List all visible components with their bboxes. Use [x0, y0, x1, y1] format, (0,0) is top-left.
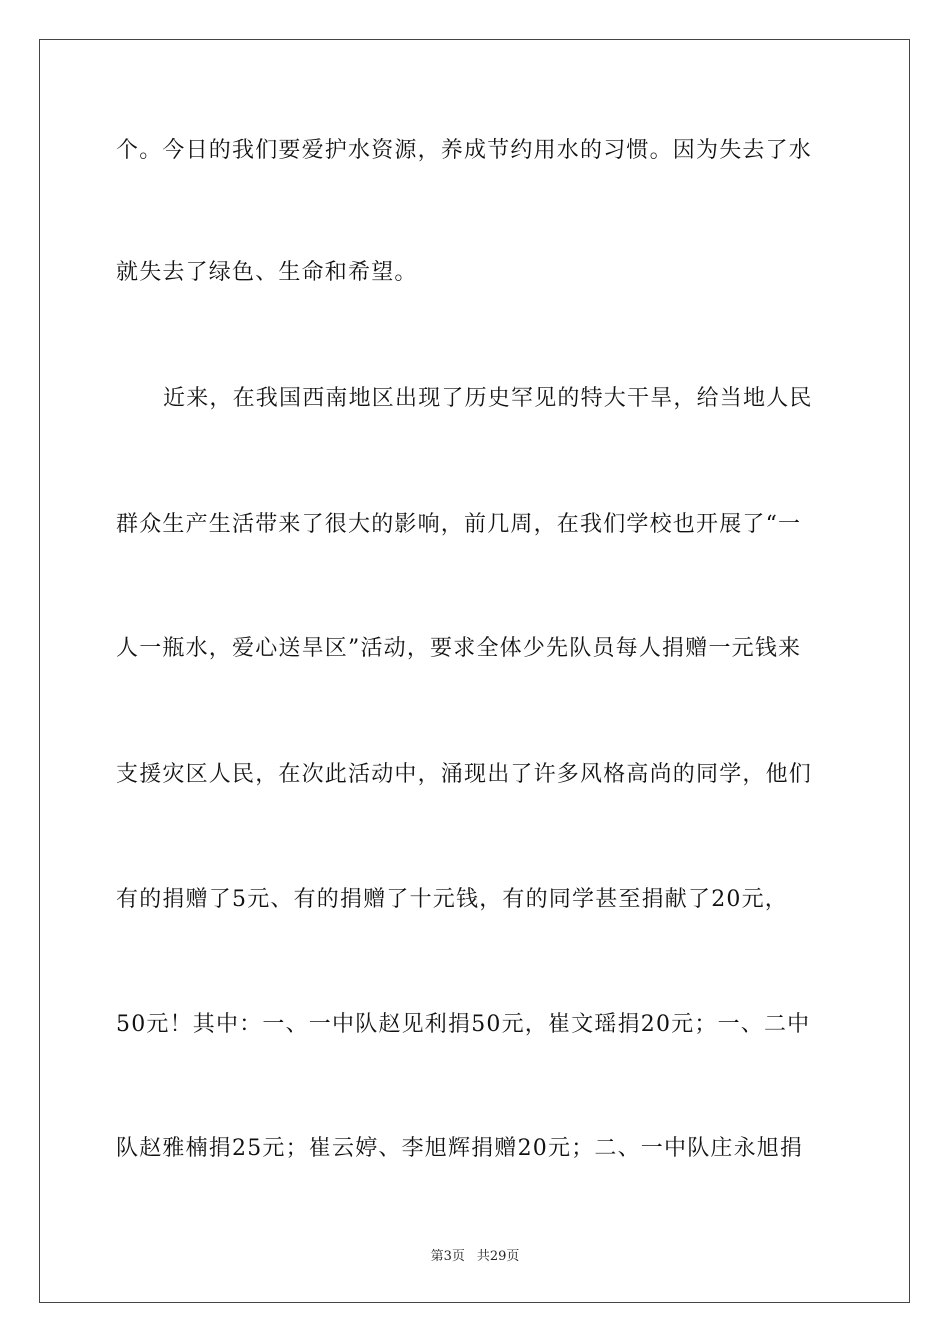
text-line-7: 有的捐赠了5元、有的捐赠了十元钱，有的同学甚至捐献了20元， [116, 887, 788, 912]
page-footer [0, 1248, 950, 1266]
text-line-6: 支援灾区人民，在次此活动中，涌现出了许多风格高尚的同学，他们 [116, 762, 813, 787]
page-border [39, 39, 910, 1303]
text-line-1: 个。今日的我们要爱护水资源，养成节约用水的习惯。因为失去了水 [116, 138, 813, 163]
text-line-8: 50元！其中：一、一中队赵见利捐50元，崔文瑶捐20元；一、二中 [116, 1012, 811, 1037]
page-total: 共29页 [476, 1249, 520, 1264]
text-line-3: 近来，在我国西南地区出现了历史罕见的特大干旱，给当地人民 [163, 386, 813, 411]
text-line-2: 就失去了绿色、生命和希望。 [116, 260, 418, 285]
text-line-9: 队赵雅楠捐25元；崔云婷、李旭辉捐赠20元；二、一中队庄永旭捐 [116, 1136, 804, 1161]
text-line-5: 人一瓶水，爱心送旱区”活动，要求全体少先队员每人捐赠一元钱来 [116, 636, 802, 661]
text-line-4: 群众生产生活带来了很大的影响，前几周，在我们学校也开展了“一 [116, 512, 802, 537]
page-number: 第3页 [430, 1249, 465, 1264]
